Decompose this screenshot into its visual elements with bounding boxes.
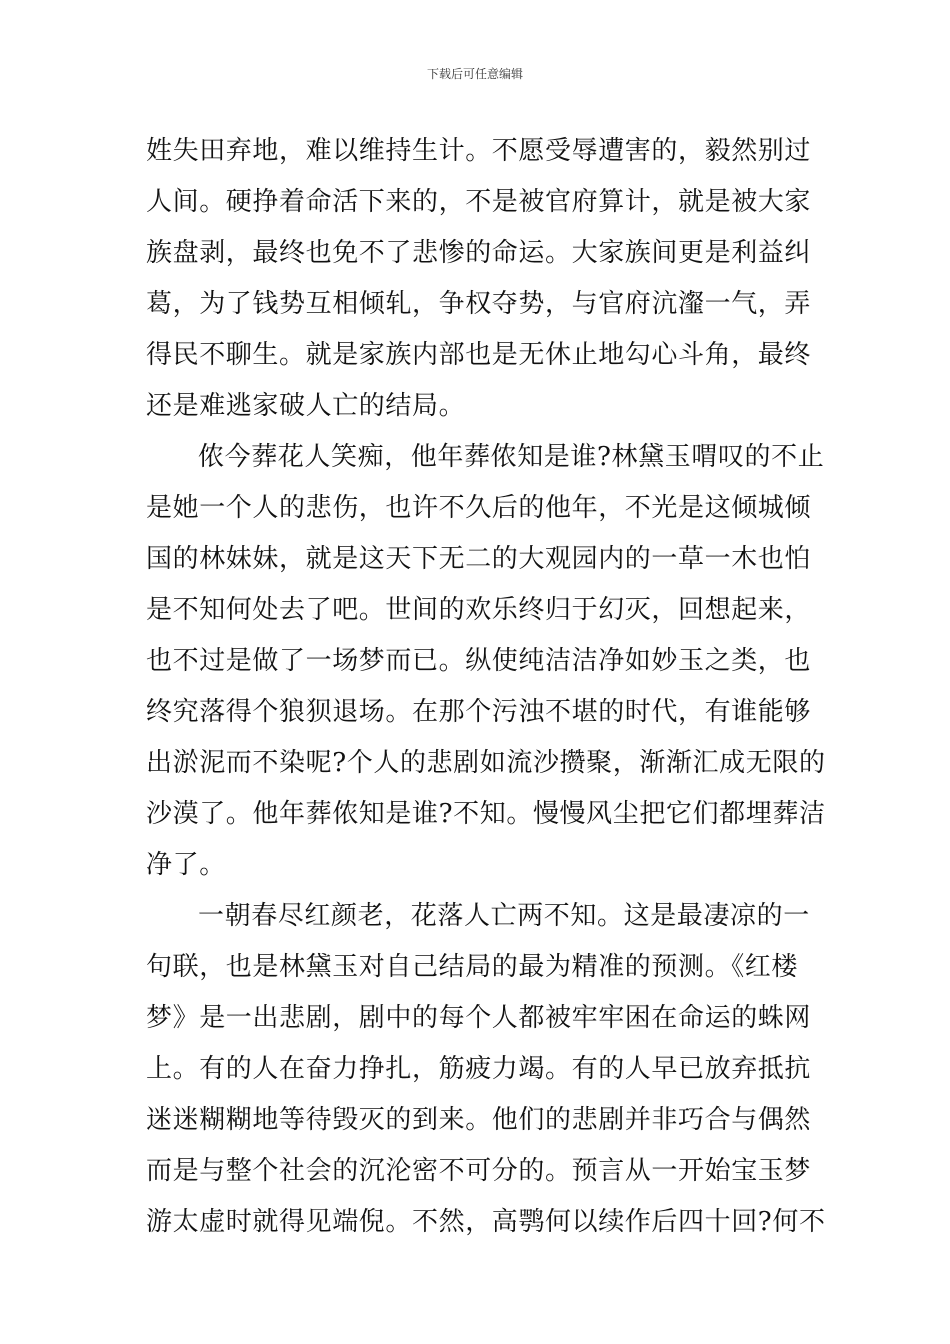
text-line: 终究落得个狼狈退场。在那个污浊不堪的时代，有谁能够 (146, 697, 812, 727)
text-line: 句联，也是林黛玉对自己结局的最为精准的预测。《红楼 (146, 952, 799, 982)
text-line: 人间。硬挣着命活下来的，不是被官府算计，就是被大家 (146, 187, 812, 217)
text-line: 迷迷糊糊地等待毁灭的到来。他们的悲剧并非巧合与偶然 (146, 1105, 812, 1135)
text-line: 国的林妹妹，就是这天下无二的大观园内的一草一木也怕 (146, 544, 812, 574)
text-line: 也不过是做了一场梦而已。纵使纯洁洁净如妙玉之类，也 (146, 646, 812, 676)
text-line: 一朝春尽红颜老，花落人亡两不知。这是最凄凉的一 (198, 901, 810, 931)
text-line: 姓失田弃地，难以维持生计。不愿受辱遭害的，毅然别过 (146, 136, 812, 166)
text-line: 而是与整个社会的沉沦密不可分的。预言从一开始宝玉梦 (146, 1156, 812, 1186)
text-line: 净了。 (146, 850, 226, 880)
paragraph (146, 126, 814, 432)
text-line: 族盘剥，最终也免不了悲惨的命运。大家族间更是利益纠 (146, 238, 812, 268)
paragraph (146, 891, 826, 1248)
text-line: 得民不聊生。就是家族内部也是无休止地勾心斗角，最终 (146, 340, 812, 370)
text-line: 游太虚时就得见端倪。不然，高鹗何以续作后四十回?何不 (146, 1207, 826, 1237)
text-line: 梦》是一出悲剧，剧中的每个人都被牢牢困在命运的蛛网 (146, 1003, 812, 1033)
paragraph (146, 432, 826, 891)
text-line: 是不知何处去了吧。世间的欢乐终归于幻灭，回想起来， (146, 595, 812, 625)
text-line: 上。有的人在奋力挣扎，筋疲力竭。有的人早已放弃抵抗 (146, 1054, 812, 1084)
page-header: 下载后可任意编辑 (426, 67, 523, 81)
text-line: 葛，为了钱势互相倾轧，争权夺势，与官府沆瀣一气，弄 (146, 289, 812, 319)
text-line: 还是难逃家破人亡的结局。 (146, 391, 466, 421)
text-line: 是她一个人的悲伤，也许不久后的他年，不光是这倾城倾 (146, 493, 812, 523)
document-body (146, 126, 826, 1248)
text-line: 沙漠了。他年葬侬知是谁?不知。慢慢风尘把它们都埋葬洁 (146, 799, 826, 829)
text-line: 侬今葬花人笑痴，他年葬侬知是谁?林黛玉喟叹的不止 (198, 442, 825, 472)
text-line: 出淤泥而不染呢?个人的悲剧如流沙攒聚，渐渐汇成无限的 (146, 748, 826, 778)
